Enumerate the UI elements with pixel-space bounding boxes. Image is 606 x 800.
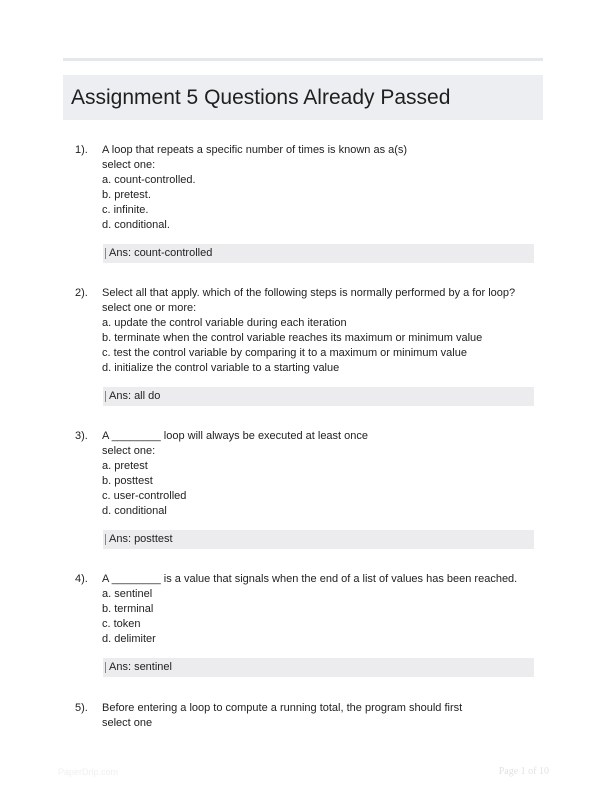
title-banner xyxy=(63,75,543,120)
select-instruction: select one: xyxy=(102,445,156,457)
option-c: c. user-controlled xyxy=(102,490,187,502)
option-d: d. conditional xyxy=(102,505,167,517)
question-number: 1). xyxy=(75,144,88,156)
question-number: 4). xyxy=(75,573,88,585)
option-c: c. token xyxy=(102,618,141,630)
question-text: A ________ loop will always be executed at least once xyxy=(102,430,369,442)
question-text: A loop that repeats a specific number of times is known as a(s) xyxy=(102,144,408,156)
question-body xyxy=(102,701,542,731)
question-body xyxy=(102,143,542,233)
select-instruction: select one or more: xyxy=(102,302,197,314)
question-body xyxy=(102,429,542,519)
option-b: b. posttest xyxy=(102,475,153,487)
select-instruction: select one: xyxy=(102,159,156,171)
site-watermark: PaperDrip.com xyxy=(58,767,119,777)
question-number: 2). xyxy=(75,287,88,299)
question-number: 5). xyxy=(75,702,88,714)
question-text: Select all that apply. which of the following steps is normally performed by a for loop? xyxy=(102,287,516,299)
option-c: c. infinite. xyxy=(102,204,149,216)
question-number: 3). xyxy=(75,430,88,442)
option-d: d. conditional. xyxy=(102,219,170,231)
page-title: Assignment 5 Questions Already Passed xyxy=(71,85,451,109)
question-text: A ________ is a value that signals when the end of a list of values has been reached. xyxy=(102,573,518,585)
answer-box-4: Ans: sentinel xyxy=(103,658,534,677)
option-d: d. delimiter xyxy=(102,633,156,645)
question-body xyxy=(102,286,542,376)
question-body xyxy=(102,572,542,647)
answer-box-2: Ans: all do xyxy=(103,387,534,406)
option-b: b. pretest. xyxy=(102,189,151,201)
page-number: Page 1 of 10 xyxy=(498,766,549,777)
option-b: b. terminal xyxy=(102,603,154,615)
option-c: c. test the control variable by comparing it to a maximum or minimum value xyxy=(102,347,467,359)
option-d: d. initialize the control variable to a starting value xyxy=(102,362,340,374)
option-a: a. update the control variable during each iteration xyxy=(102,317,347,329)
select-instruction: select one xyxy=(102,717,153,729)
answer-box-1: Ans: count-controlled xyxy=(103,244,534,263)
question-text: Before entering a loop to compute a running total, the program should first xyxy=(102,702,463,714)
option-a: a. count-controlled. xyxy=(102,174,196,186)
top-divider xyxy=(63,58,543,61)
answer-box-3: Ans: posttest xyxy=(103,530,534,549)
option-b: b. terminate when the control variable reaches its maximum or minimum value xyxy=(102,332,483,344)
option-a: a. sentinel xyxy=(102,588,153,600)
option-a: a. pretest xyxy=(102,460,148,472)
